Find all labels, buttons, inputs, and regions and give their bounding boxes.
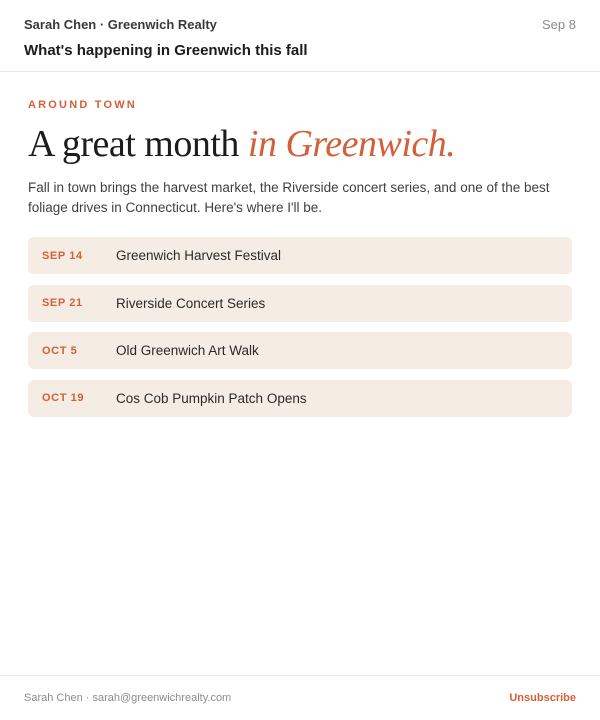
event-date: SEP 14 [42,249,83,262]
event-row [28,285,572,322]
email-date: Sep 8 [542,17,576,32]
event-name: Riverside Concert Series [116,295,266,311]
event-row [28,332,572,369]
event-date: SEP 21 [42,297,83,309]
event-date: OCT 19 [42,392,85,404]
section-eyebrow: AROUND TOWN [28,99,137,111]
event-name: Cos Cob Pumpkin Patch Opens [116,390,307,406]
email-footer [0,675,600,720]
email-header [0,0,600,72]
event-row [28,380,572,417]
headline-plain: A great month [28,123,239,165]
email-body [0,72,600,417]
sender-name: Sarah Chen · Greenwich Realty [24,17,217,32]
unsubscribe-link[interactable]: Unsubscribe [509,692,576,704]
intro-paragraph: Fall in town brings the harvest market, the Riverside concert series, and one of the best foliage drives in Connecticut. Here's where I'll be. [28,180,550,215]
event-name: Greenwich Harvest Festival [116,248,282,263]
event-list [28,237,572,417]
email-subject: What's happening in Greenwich this fall [24,42,308,59]
headline [28,122,572,166]
event-date: OCT 5 [42,344,78,357]
headline-accent: in Greenwich. [247,123,456,165]
event-name: Old Greenwich Art Walk [116,343,259,358]
footer-contact: Sarah Chen · sarah@greenwichrealty.com [24,692,232,704]
event-row [28,237,572,274]
